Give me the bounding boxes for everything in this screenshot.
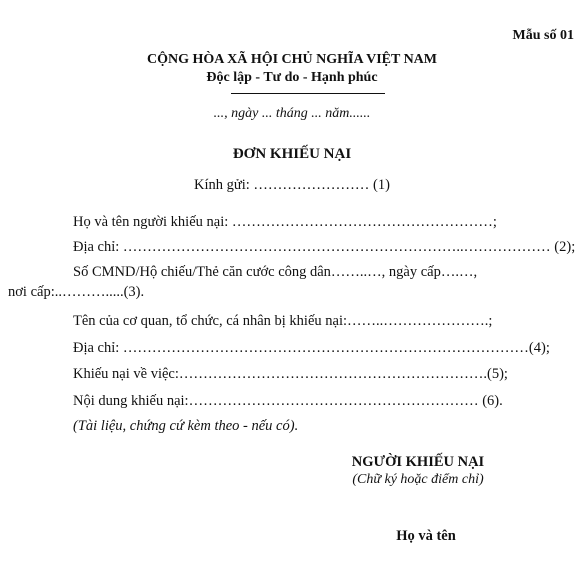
full-name-label: Họ và tên [396, 528, 456, 544]
document-title: ĐƠN KHIẾU NẠI [232, 146, 352, 162]
recipient-line: Kính gửi: …………………… (1) [194, 177, 390, 193]
complaint-target-field: Tên của cơ quan, tổ chức, cá nhân bị khiếu nại:……..………………….; [73, 313, 493, 329]
motto-underline [231, 93, 385, 94]
form-code: Mẫu số 01 [512, 28, 574, 43]
target-address-field: Địa chỉ: …………………………………………………………………………(4); [73, 340, 550, 356]
national-motto: Độc lập - Tư do - Hạnh phúc [206, 70, 378, 85]
signer-title: NGƯỜI KHIẾU NẠI [351, 454, 485, 470]
national-name: CỘNG HÒA XÃ HỘI CHỦ NGHĨA VIỆT NAM [146, 52, 437, 67]
attachments-note: (Tài liệu, chứng cứ kèm theo - nếu có). [73, 418, 299, 434]
id-issue-place-field: nơi cấp:..……….....(3). [8, 284, 145, 300]
signature-hint: (Chữ ký hoặc điểm chỉ) [352, 472, 484, 487]
complainant-name-field: Họ và tên người khiếu nại: ………………………………………………; [73, 214, 497, 230]
complainant-address-field: Địa chỉ: ……………………………………………………………..……………… (2); [73, 239, 576, 255]
complaint-content-field: Nội dung khiếu nại:…………………………………………………… (6). [73, 393, 503, 409]
date-line: ..., ngày ... tháng ... năm...... [213, 106, 371, 121]
id-document-field: Số CMND/Hộ chiếu/Thẻ căn cước công dân……..…, ngày cấp….…, [73, 264, 478, 280]
complaint-matter-field: Khiếu nại về việc:……………………………………………………….(5); [73, 366, 508, 382]
